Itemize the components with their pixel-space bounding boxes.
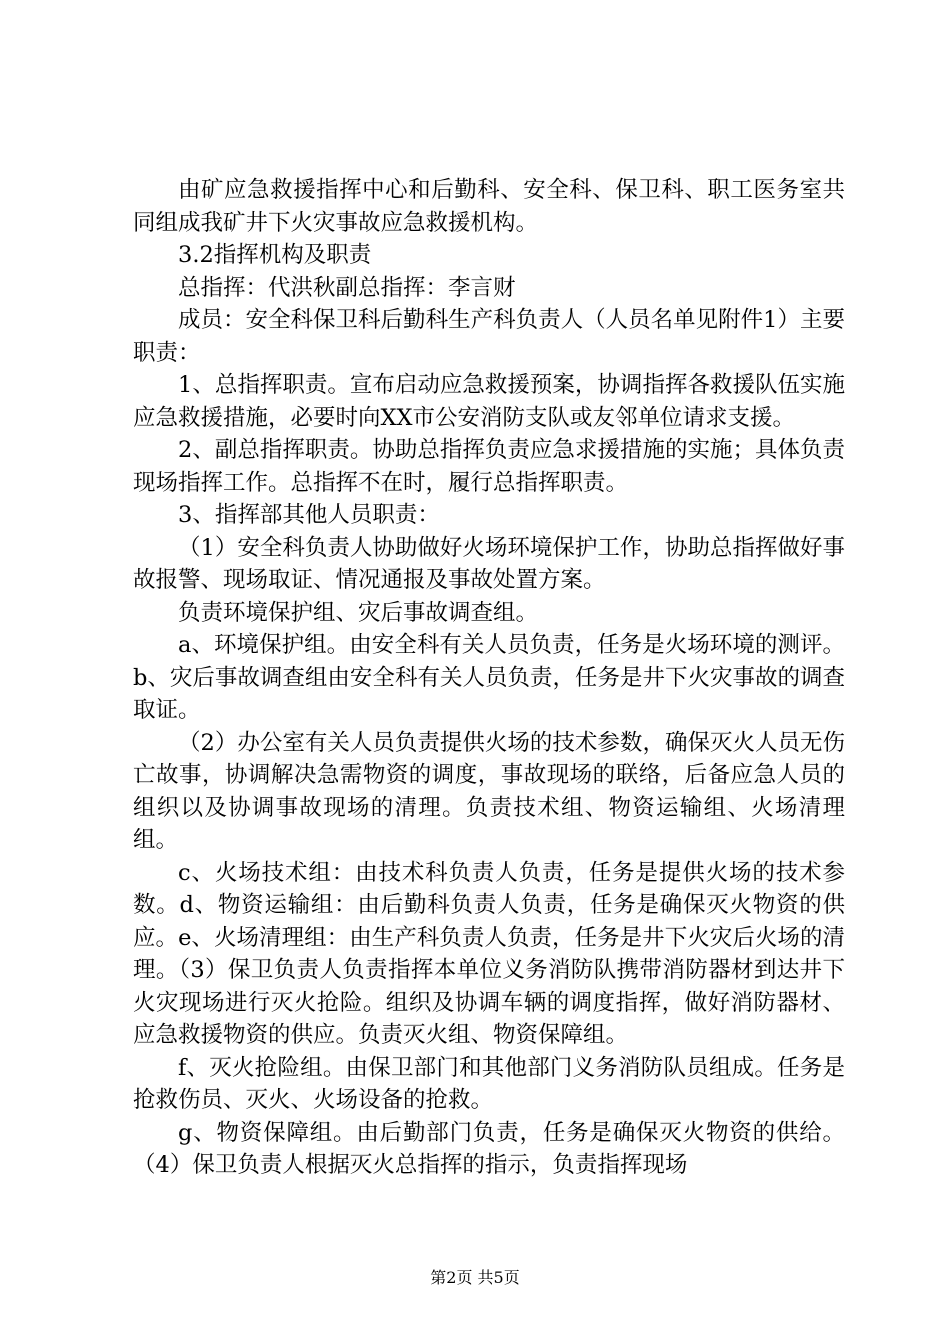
paragraph-safety-dept: （1）安全科负责人协助做好火场环境保护工作，协助总指挥做好事故报警、现场取证、情况通报及事故处置方案。 [133, 534, 845, 593]
paragraph-groups-c-d-e: c、火场技术组：由技术科负责人负责，任务是提供火场的技术参数。d、物资运输组：由后勤科负责人负责，任务是确保灭火物资的供应。e、火场清理组：由生产科负责人负责，任务是井下火灾后火场的清理。（3）保卫负责人负责指挥本单位义务消防队携带消防器材到达井下火灾现场进行灭火抢险。组织及协调车辆的调度指挥，做好消防器材、应急救援物资的供应。负责灭火组、物资保障组。 [133, 859, 845, 1048]
document-body [133, 174, 845, 1182]
paragraph-deputy-duties: 2、副总指挥职责。协助总指挥负责应急求援措施的实施；具体负责现场指挥工作。总指挥不在时，履行总指挥职责。 [133, 437, 845, 496]
paragraph-commander-duties: 1、总指挥职责。宣布启动应急救援预案，协调指挥各救援队伍实施应急救援措施，必要时向XX市公安消防支队或友邻单位请求支援。 [133, 372, 845, 431]
paragraph-rescue-organization: 由矿应急救援指挥中心和后勤科、安全科、保卫科、职工医务室共同组成我矿井下火灾事故应急救援机构。 [133, 177, 845, 236]
section-heading-command-structure: 3.2指挥机构及职责 [178, 242, 372, 268]
paragraph-group-g: g、物资保障组。由后勤部门负责，任务是确保灭火物资的供给。（4）保卫负责人根据灭火总指挥的指示，负责指挥现场 [133, 1119, 845, 1178]
page-number-footer: 第2页 共5页 [430, 1268, 520, 1287]
paragraph-members: 成员：安全科保卫科后勤科生产科负责人（人员名单见附件1）主要职责： [133, 307, 845, 366]
paragraph-commanders: 总指挥：代洪秋副总指挥：李言财 [178, 274, 516, 301]
paragraph-groups-a-b: a、环境保护组。由安全科有关人员负责，任务是火场环境的测评。b、灾后事故调查组由安全科有关人员负责，任务是井下火灾事故的调查取证。 [133, 632, 845, 723]
paragraph-office-duties: （2）办公室有关人员负责提供火场的技术参数，确保灭火人员无伤亡故事，协调解决急需物资的调度，事故现场的联络，后备应急人员的组织以及协调事故现场的清理。负责技术组、物资运输组、火场清理组。 [133, 729, 845, 853]
paragraph-environment-groups: 负责环境保护组、灾后事故调查组。 [178, 599, 539, 626]
paragraph-other-staff-duties: 3、指挥部其他人员职责： [178, 502, 440, 528]
paragraph-group-f: f、灭火抢险组。由保卫部门和其他部门义务消防队员组成。任务是抢救伤员、灭火、火场设备的抢救。 [133, 1054, 845, 1113]
